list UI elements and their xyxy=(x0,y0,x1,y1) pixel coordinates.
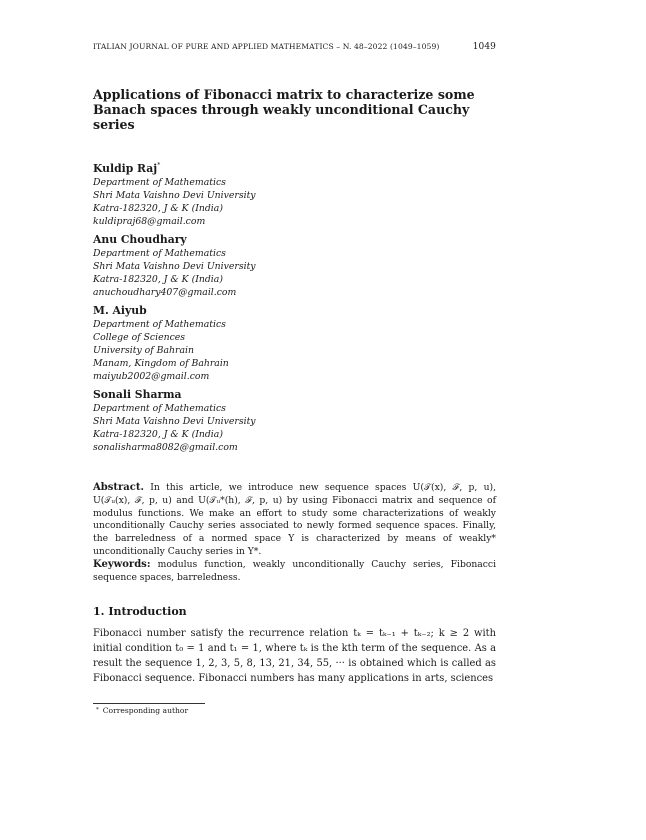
author-name: Kuldip Raj* xyxy=(93,162,161,175)
affiliation-line: Katra-182320, J & K (India) xyxy=(93,203,223,214)
affiliation-line: Katra-182320, J & K (India) xyxy=(93,429,223,440)
footnote xyxy=(96,706,188,715)
affiliation-line: Manam, Kingdom of Bahrain xyxy=(93,358,229,369)
footnote-text: Corresponding author xyxy=(102,706,189,715)
affiliation-line: Katra-182320, J & K (India) xyxy=(93,274,223,285)
journal-name: ITALIAN JOURNAL OF PURE AND APPLIED MATHEMATICS – N. 48–2022 (1049–1059) xyxy=(93,42,440,51)
footnote-divider xyxy=(93,703,205,704)
author-name: Anu Choudhary xyxy=(93,233,187,246)
author-email: sonalisharma8082@gmail.com xyxy=(93,442,238,453)
author-name: M. Aiyub xyxy=(93,304,147,317)
author-block xyxy=(93,232,393,299)
abstract-body xyxy=(93,482,496,559)
section-heading: 1. Introduction xyxy=(93,605,187,618)
author-name: Sonali Sharma xyxy=(93,388,182,401)
affiliation-line: Department of Mathematics xyxy=(93,403,226,414)
abstract xyxy=(93,482,496,584)
page-number: 1049 xyxy=(472,42,496,52)
abstract-label: Abstract. xyxy=(93,482,144,493)
keywords xyxy=(93,559,496,585)
author-email: kuldipraj68@gmail.com xyxy=(93,216,206,227)
author-block xyxy=(93,158,393,228)
author-block xyxy=(93,387,393,454)
paper-title: Applications of Fibonacci matrix to characterize some Banach spaces through weakly unconditional Cauchy series xyxy=(93,87,475,132)
author-email: maiyub2002@gmail.com xyxy=(93,371,210,382)
affiliation-line: Department of Mathematics xyxy=(93,177,226,188)
affiliation-line: Department of Mathematics xyxy=(93,319,226,330)
affiliation-line: Shri Mata Vaishno Devi University xyxy=(93,416,256,427)
affiliation-line: Shri Mata Vaishno Devi University xyxy=(93,190,256,201)
abstract-text: In this article, we introduce new sequence spaces U(𝒯(x), ℱ, p, u), U(𝒯ᵤ(x), ℱ, p, u) and U(𝒯ᵤ*(h), ℱ, p, u) by using Fibonacci matrix and sequence of modulus functions. We make an effort to study some characterizations of weakly unconditionally Cauchy series associated to newly formed sequence spaces. Finally, the barreledness of a normed space Y is characterized by means of weakly* unconditionally Cauchy series in Y*. xyxy=(93,482,496,557)
keywords-text: modulus function, weakly unconditionally Cauchy series, Fibonacci sequence spaces, barreledness. xyxy=(93,558,497,583)
author-list xyxy=(93,158,393,458)
affiliation-line: University of Bahrain xyxy=(93,345,194,356)
running-head xyxy=(93,42,496,52)
footnote-mark: * xyxy=(96,707,99,713)
author-email: anuchoudhary407@gmail.com xyxy=(93,287,237,298)
author-block xyxy=(93,303,393,383)
corresponding-mark: * xyxy=(157,162,161,169)
keywords-label: Keywords: xyxy=(93,558,151,570)
affiliation-line: Department of Mathematics xyxy=(93,248,226,259)
introduction-paragraph: Fibonacci number satisfy the recurrence relation tₖ = tₖ₋₁ + tₖ₋₂; k ≥ 2 with initial condition t₀ = 1 and t₁ = 1, where tₖ is the kth term of the sequence. As a result the sequence 1, 2, 3, 5, 8, 13, 21, 34, 55, ··· is obtained which is called as Fibonacci sequence. Fibonacci numbers has many applications in arts, sciences xyxy=(93,628,496,684)
affiliation-line: College of Sciences xyxy=(93,332,186,343)
affiliation-line: Shri Mata Vaishno Devi University xyxy=(93,261,256,272)
